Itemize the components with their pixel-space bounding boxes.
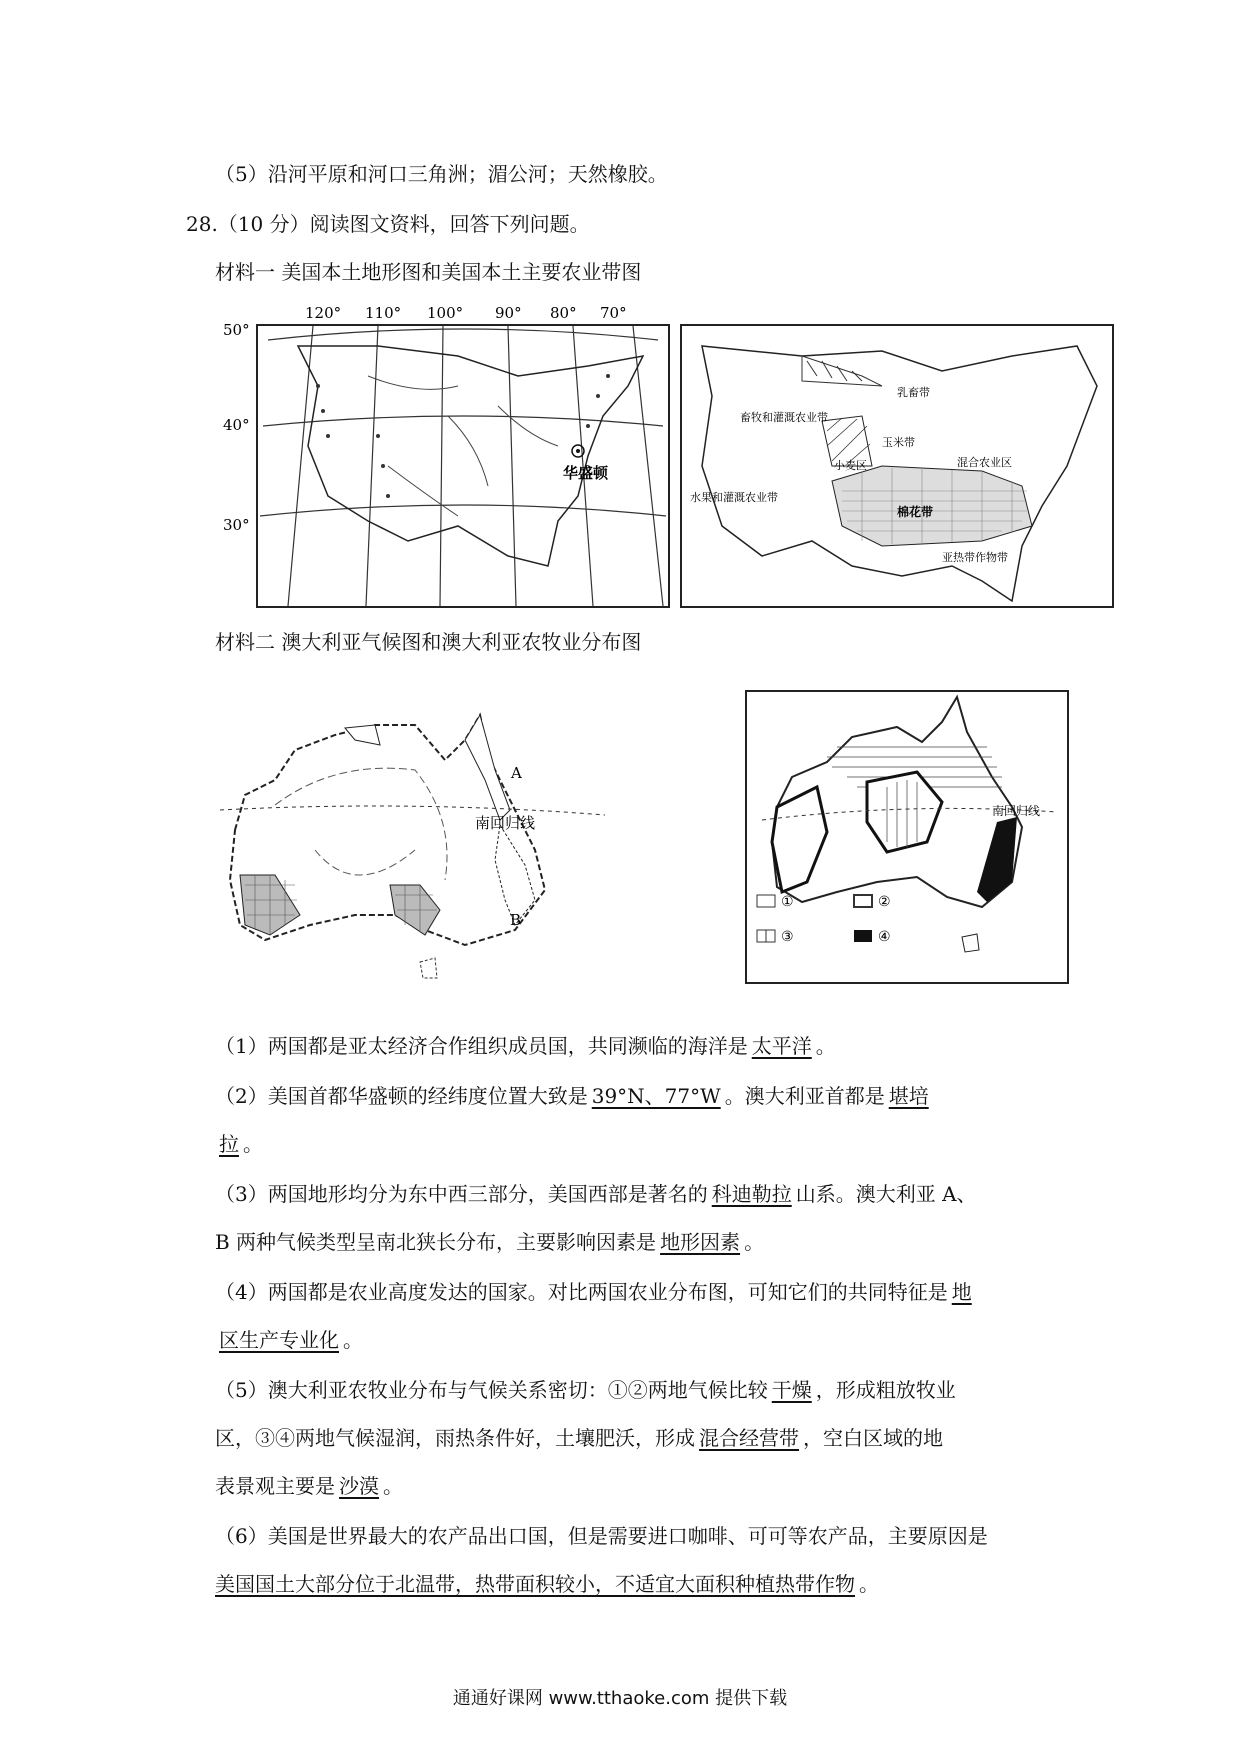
question-4-line2: 区生产专业化 。 [215, 1326, 363, 1354]
tropic-label: 南回归线 [992, 804, 1041, 818]
material-one-caption: 材料一 美国本土地形图和美国本土主要农业带图 [215, 260, 642, 284]
answer-2b-cont: 拉 [219, 1132, 239, 1156]
answer-2a: 39°N、77°W [591, 1084, 721, 1108]
lon-label: 110° [365, 304, 402, 322]
australia-climate-map [215, 700, 605, 1000]
lon-label: 100° [427, 304, 464, 322]
climate-label-a: A [511, 764, 522, 782]
lat-label: 30° [223, 516, 250, 534]
australia-agriculture-map [745, 690, 1069, 984]
q28-title: 28.（10 分）阅读图文资料，回答下列问题。 [186, 212, 590, 236]
question-2-line2: 拉 。 [215, 1130, 263, 1158]
legend-1: ① [781, 894, 794, 910]
answer-6: 美国国土大部分位于北温带，热带面积较小，不适宜大面积种植热带作物 [215, 1572, 855, 1596]
legend-4: ④ [878, 929, 891, 945]
washington-label: 华盛顿 [563, 464, 609, 482]
answer-5c: 沙漠 [339, 1474, 379, 1498]
lon-label: 90° [495, 304, 522, 322]
us-agri-label: 水果和灌溉农业带 [690, 491, 778, 504]
us-agri-label: 亚热带作物带 [942, 551, 1008, 564]
page-footer: 通通好课网 www.tthaoke.com 提供下载 [452, 1688, 788, 1709]
q27-answer-5: （5）沿河平原和河口三角洲；湄公河；天然橡胶。 [215, 162, 668, 186]
legend-2: ② [878, 894, 891, 910]
answer-4-cont: 区生产专业化 [219, 1328, 339, 1352]
question-1: （1）两国都是亚太经济合作组织成员国，共同濒临的海洋是 太平洋 。 [215, 1034, 836, 1058]
question-5-line3: 表景观主要是 沙漠 。 [215, 1474, 403, 1498]
climate-label-b: B [510, 911, 522, 929]
answer-5a: 干燥 [771, 1378, 812, 1402]
us-agri-label: 畜牧和灌溉农业带 [740, 411, 828, 424]
question-3-line2: B 两种气候类型呈南北狭长分布，主要影响因素是 地形因素 。 [215, 1230, 765, 1254]
lat-label: 50° [223, 321, 250, 339]
us-agri-label: 混合农业区 [957, 456, 1012, 469]
question-6: （6）美国是世界最大的农产品出口国，但是需要进口咖啡、可可等农产品，主要原因是 [215, 1524, 988, 1548]
us-agri-label: 小麦区 [834, 459, 867, 472]
lon-label: 120° [305, 304, 342, 322]
lon-label: 80° [550, 304, 577, 322]
question-5: （5）澳大利亚农牧业分布与气候关系密切：①②两地气候比较 干燥 ，形成粗放牧业 [215, 1378, 956, 1402]
tropic-label: 南回归线 [475, 814, 536, 832]
us-agri-label: 棉花带 [897, 505, 934, 519]
question-6-line2: 美国国土大部分位于北温带，热带面积较小，不适宜大面积种植热带作物 。 [215, 1572, 879, 1596]
answer-3a: 科迪勒拉 [711, 1182, 792, 1206]
answer-3b: 地形因素 [660, 1230, 741, 1254]
us-map-axis-labels [215, 300, 685, 560]
material-two-caption: 材料二 澳大利亚气候图和澳大利亚农牧业分布图 [215, 630, 642, 654]
lon-label: 70° [600, 304, 627, 322]
us-agri-label: 玉米带 [882, 436, 915, 449]
us-agriculture-map [680, 324, 1114, 608]
legend-3: ③ [781, 929, 794, 945]
answer-4: 地 [951, 1280, 972, 1304]
lat-label: 40° [223, 416, 250, 434]
question-4: （4）两国都是农业高度发达的国家。对比两国农业分布图，可知它们的共同特征是 地 [215, 1278, 976, 1306]
answer-1: 太平洋 [751, 1034, 812, 1058]
question-5-line2: 区，③④两地气候湿润，雨热条件好，土壤肥沃，形成 混合经营带 ，空白区域的地 [215, 1426, 943, 1450]
us-agri-label: 乳畜带 [897, 386, 930, 399]
answer-2b: 堪培 [888, 1084, 929, 1108]
question-3: （3）两国地形均分为东中西三部分，美国西部是著名的 科迪勒拉 山系。澳大利亚 A、 [215, 1182, 977, 1206]
question-2: （2）美国首都华盛顿的经纬度位置大致是 39°N、77°W 。澳大利亚首都是 堪培 [215, 1082, 933, 1110]
answer-5b: 混合经营带 [699, 1426, 799, 1450]
